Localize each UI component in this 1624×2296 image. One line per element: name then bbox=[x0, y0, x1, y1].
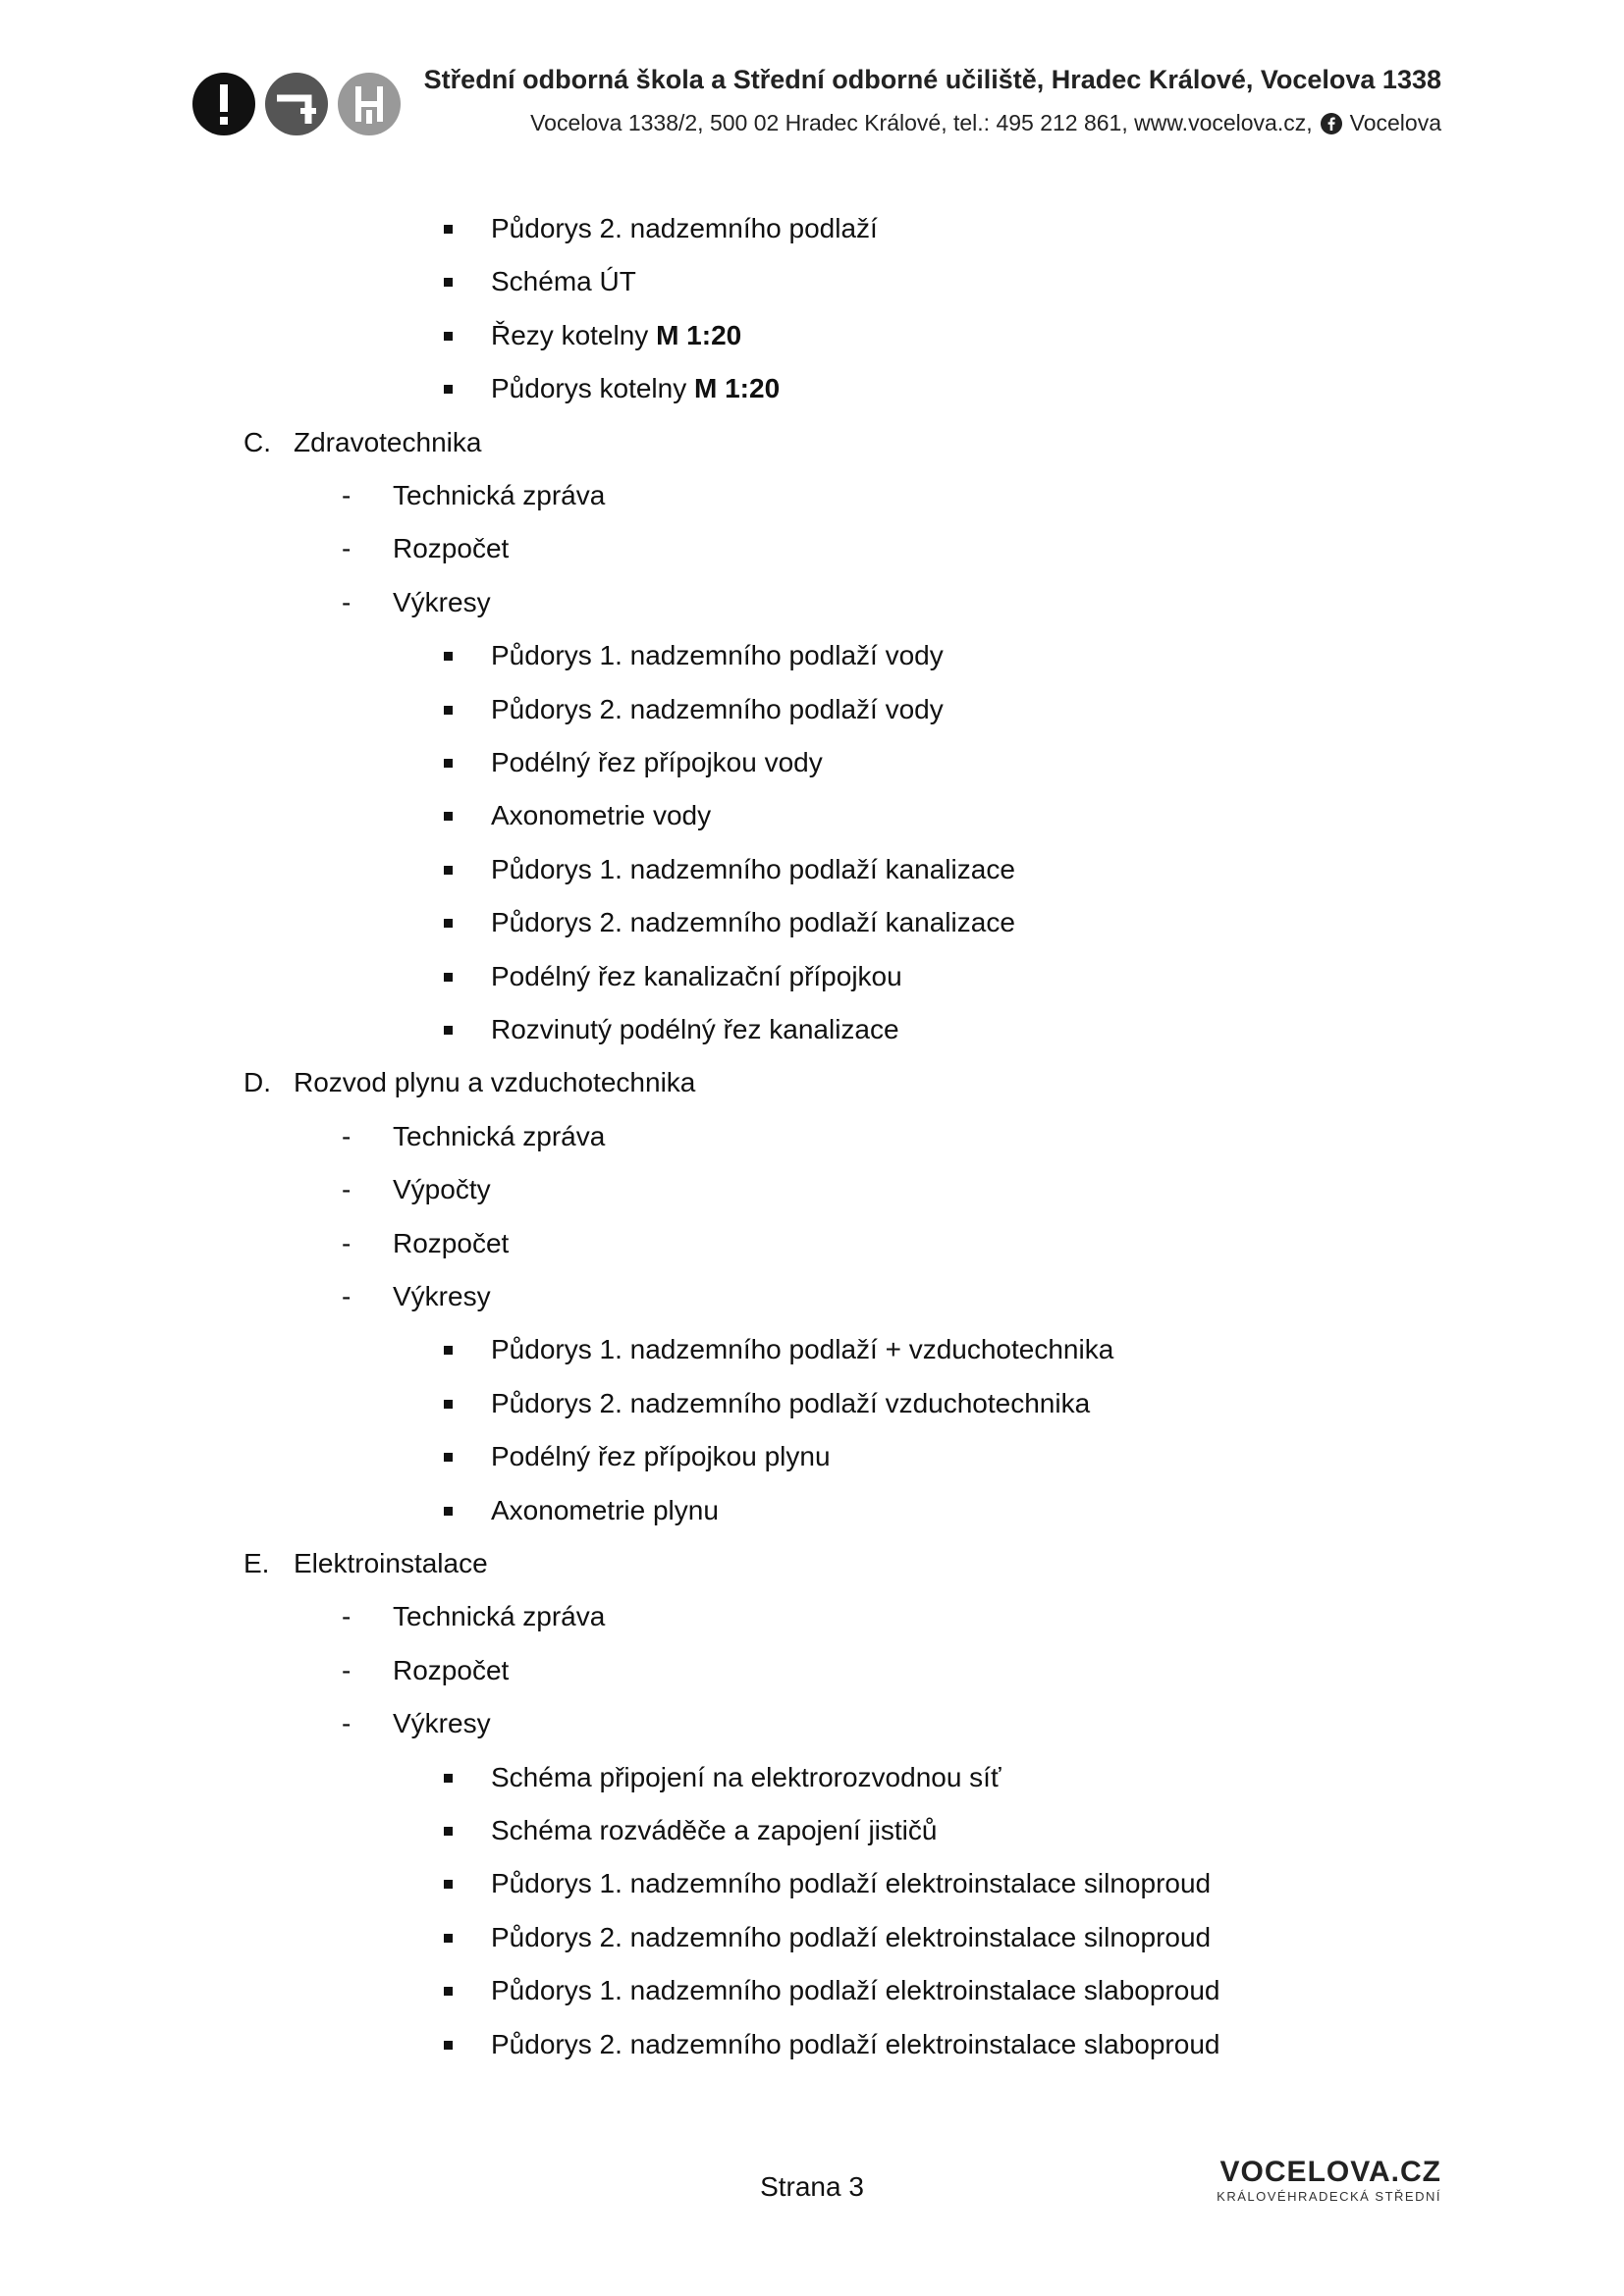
school-name: Střední odborná škola a Střední odborné učiliště, Hradec Králové, Vocelova 1338 bbox=[423, 65, 1441, 94]
logo-exclamation-icon bbox=[192, 73, 255, 135]
section-item: Výpočty bbox=[393, 1174, 491, 1205]
drawing-item-text: Řezy kotelny bbox=[491, 319, 657, 350]
section-item: Technická zpráva bbox=[393, 480, 606, 510]
brand-sub: KRÁLOVÉHRADECKÁ STŘEDNÍ bbox=[1217, 2189, 1441, 2204]
drawing-item bbox=[491, 2027, 1219, 2062]
drawing-item bbox=[491, 959, 902, 994]
drawing-item-text: Půdorys 1. nadzemního podlaží + vzduchotechnika bbox=[491, 1334, 1114, 1365]
square-bullet-icon bbox=[444, 1934, 453, 1943]
drawing-item-scale: M 1:20 bbox=[694, 373, 781, 404]
drawing-item bbox=[491, 318, 741, 353]
school-logos bbox=[192, 73, 401, 135]
dash-marker: - bbox=[342, 1654, 352, 1685]
square-bullet-icon bbox=[444, 385, 453, 394]
drawing-item bbox=[491, 852, 1015, 887]
square-bullet-icon bbox=[444, 225, 453, 234]
dash-marker: - bbox=[342, 1601, 352, 1632]
section-letter: C. bbox=[244, 426, 271, 457]
square-bullet-icon bbox=[444, 706, 453, 715]
square-bullet-icon bbox=[444, 973, 453, 982]
section-item: Výkresy bbox=[393, 1708, 491, 1739]
square-bullet-icon bbox=[444, 1346, 453, 1355]
drawing-item bbox=[491, 1973, 1219, 2008]
dash-marker: - bbox=[342, 1174, 352, 1205]
drawing-item bbox=[491, 1439, 831, 1474]
drawing-item-text: Půdorys 1. nadzemního podlaží elektroinstalace slaboproud bbox=[491, 1975, 1220, 2006]
drawing-item-text: Axonometrie vody bbox=[491, 800, 712, 831]
drawing-item bbox=[491, 692, 944, 727]
drawing-item-text: Schéma připojení na elektrorozvodnou síť bbox=[491, 1761, 1001, 1792]
section-item: Rozpočet bbox=[393, 533, 510, 564]
drawing-item-text: Axonometrie plynu bbox=[491, 1494, 719, 1525]
logo-plug-icon bbox=[338, 73, 401, 135]
drawing-item bbox=[491, 1813, 937, 1848]
drawing-item bbox=[491, 1866, 1211, 1901]
section-item: Technická zpráva bbox=[393, 1120, 606, 1151]
drawing-item-text: Rozvinutý podélný řez kanalizace bbox=[491, 1014, 899, 1044]
logo-pipe-icon bbox=[265, 73, 328, 135]
drawing-item bbox=[491, 1386, 1090, 1421]
square-bullet-icon bbox=[444, 652, 453, 661]
square-bullet-icon bbox=[444, 759, 453, 768]
dash-marker: - bbox=[342, 480, 352, 510]
drawing-item-text: Půdorys kotelny bbox=[491, 373, 694, 404]
section-item: Výkresy bbox=[393, 1281, 491, 1311]
section-letter: D. bbox=[244, 1067, 271, 1098]
drawing-item-text: Schéma ÚT bbox=[491, 266, 636, 297]
square-bullet-icon bbox=[444, 2041, 453, 2050]
brand-main: VOCELOVA.CZ bbox=[1219, 2156, 1441, 2188]
address-text: Vocelova 1338/2, 500 02 Hradec Králové, tel.: 495 212 861, www.vocelova.cz, bbox=[530, 110, 1313, 135]
drawing-item-text: Půdorys 2. nadzemního podlaží elektroinstalace silnoproud bbox=[491, 1921, 1212, 1952]
square-bullet-icon bbox=[444, 1880, 453, 1889]
drawing-item bbox=[491, 1493, 719, 1528]
dash-marker: - bbox=[342, 586, 352, 617]
drawing-item bbox=[491, 1760, 1001, 1795]
square-bullet-icon bbox=[444, 1827, 453, 1836]
square-bullet-icon bbox=[444, 1774, 453, 1783]
square-bullet-icon bbox=[444, 332, 453, 341]
dash-marker: - bbox=[342, 1281, 352, 1311]
section-letter: E. bbox=[244, 1548, 270, 1578]
square-bullet-icon bbox=[444, 919, 453, 928]
drawing-item-text: Půdorys 2. nadzemního podlaží vody bbox=[491, 693, 944, 724]
footer-brand-logo bbox=[1217, 2156, 1441, 2204]
drawing-item bbox=[491, 638, 944, 673]
section-item: Rozpočet bbox=[393, 1227, 510, 1258]
drawing-item bbox=[491, 1332, 1113, 1367]
drawing-item bbox=[491, 798, 711, 833]
section-title: Rozvod plynu a vzduchotechnika bbox=[294, 1067, 696, 1098]
drawing-item bbox=[491, 905, 1015, 940]
drawing-item bbox=[491, 745, 823, 780]
section-title: Zdravotechnika bbox=[294, 426, 482, 457]
square-bullet-icon bbox=[444, 1026, 453, 1035]
drawing-item bbox=[491, 211, 878, 246]
drawing-item-text: Půdorys 1. nadzemního podlaží vody bbox=[491, 640, 944, 671]
page-number: Strana 3 bbox=[760, 2171, 864, 2202]
drawing-item bbox=[491, 371, 780, 406]
drawing-item-text: Půdorys 1. nadzemního podlaží kanalizace bbox=[491, 853, 1015, 884]
drawing-item-scale: M 1:20 bbox=[656, 319, 742, 350]
drawing-item-text: Půdorys 2. nadzemního podlaží bbox=[491, 213, 878, 243]
drawing-item bbox=[491, 1920, 1211, 1955]
drawing-item-text: Podélný řez přípojkou plynu bbox=[491, 1441, 831, 1472]
section-item: Rozpočet bbox=[393, 1654, 510, 1685]
square-bullet-icon bbox=[444, 812, 453, 821]
square-bullet-icon bbox=[444, 866, 453, 875]
square-bullet-icon bbox=[444, 1453, 453, 1462]
square-bullet-icon bbox=[444, 1507, 453, 1516]
dash-marker: - bbox=[342, 1708, 352, 1739]
drawing-item-text: Půdorys 2. nadzemního podlaží kanalizace bbox=[491, 907, 1015, 938]
dash-marker: - bbox=[342, 1120, 352, 1151]
section-item: Výkresy bbox=[393, 586, 491, 617]
drawing-item-text: Půdorys 2. nadzemního podlaží elektroinstalace slaboproud bbox=[491, 2028, 1220, 2059]
drawing-item bbox=[491, 1012, 899, 1047]
drawing-item-text: Půdorys 2. nadzemního podlaží vzduchotechnika bbox=[491, 1387, 1091, 1418]
drawing-item bbox=[491, 264, 636, 299]
facebook-icon bbox=[1321, 113, 1342, 134]
page-header bbox=[0, 0, 1624, 147]
drawing-item-text: Půdorys 1. nadzemního podlaží elektroinstalace silnoproud bbox=[491, 1868, 1212, 1899]
school-address bbox=[530, 110, 1441, 136]
facebook-link[interactable]: Vocelova bbox=[1349, 110, 1441, 135]
section-item: Technická zpráva bbox=[393, 1601, 606, 1632]
drawing-item-text: Podélný řez přípojkou vody bbox=[491, 747, 823, 777]
square-bullet-icon bbox=[444, 1400, 453, 1409]
square-bullet-icon bbox=[444, 1987, 453, 1996]
drawing-item-text: Podélný řez kanalizační přípojkou bbox=[491, 960, 902, 991]
dash-marker: - bbox=[342, 533, 352, 564]
dash-marker: - bbox=[342, 1227, 352, 1258]
drawing-item-text: Schéma rozváděče a zapojení jističů bbox=[491, 1815, 938, 1845]
section-title: Elektroinstalace bbox=[294, 1548, 488, 1578]
square-bullet-icon bbox=[444, 278, 453, 287]
